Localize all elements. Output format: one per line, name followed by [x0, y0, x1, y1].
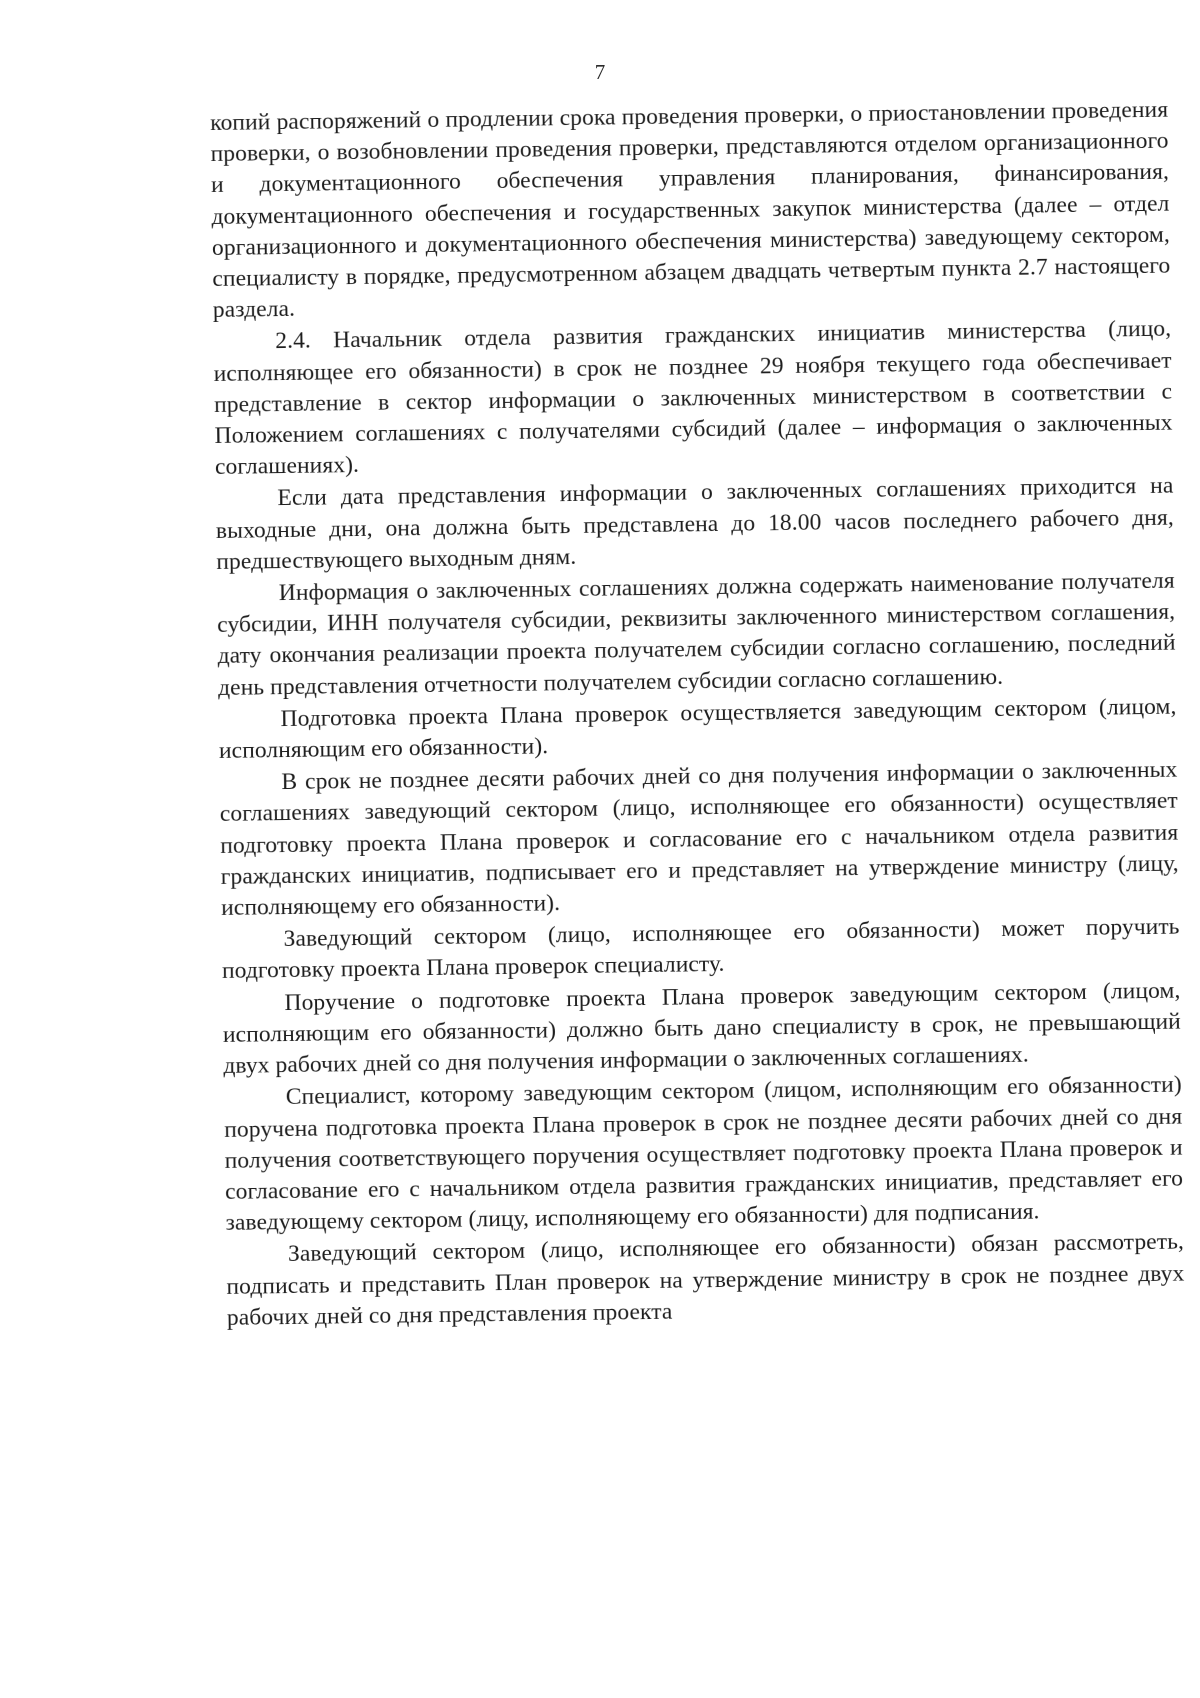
paragraph-specialist-duties: Специалист, которому заведующим сектором (лицом, исполняющим его обязанности) поручена подготовка проекта Плана проверок в срок не позднее десяти рабочих дней со дня получения соответствующего поручения осуществляет подготовку проекта Плана проверок и согласование его с начальником отдела развития гражданских инициатив, представляет его заведующему сектором (лицу, исполняющему его обязанности) для подписания.	[224, 1071, 1184, 1236]
paragraph-approval-submission: Заведующий сектором (лицо, исполняющее его обязанности) обязан рассмотреть, подписать и представить План проверок на утверждение министру в срок не позднее двух рабочих дней со дня представления проекта	[226, 1228, 1185, 1331]
paragraph-delegation: Заведующий сектором (лицо, исполняющее его обязанности) может поручить подготовку проекта Плана проверок специалисту.	[221, 913, 1180, 985]
document-body	[210, 95, 1185, 1334]
paragraph-2-4: 2.4. Начальник отдела развития гражданских инициатив министерства (лицо, исполняющее его обязанности) в срок не позднее 29 ноября текущего года обеспечивает представление в сектор информации о заключенных министерством в соответствии с Положением соглашениях с получателями субсидий (далее – информация о заключенных соглашениях).	[213, 316, 1173, 481]
page-number: 7	[594, 60, 606, 84]
paragraph-delegation-term: Поручение о подготовке проекта Плана проверок заведующим сектором (лицом, исполняющим его обязанности) должно быть дано специалисту в срок, не превышающий двух рабочих дней со дня получения информации о заключенных соглашениях.	[222, 977, 1182, 1079]
paragraph-ten-day-term: В срок не позднее десяти рабочих дней со дня получения информации о заключенных соглашениях заведующий сектором (лицо, исполняющее его обязанности) осуществляет подготовку проекта Плана проверок и согласование его с начальником отдела развития гражданских инициатив, подписывает его и представляет на утверждение министру (лицу, исполняющему его обязанности).	[219, 756, 1179, 921]
paragraph-plan-preparation: Подготовка проекта Плана проверок осуществляется заведующим сектором (лицом, исполняющим его обязанности).	[218, 693, 1177, 764]
paragraph-agreement-info-contents: Информация о заключенных соглашениях должна содержать наименование получателя субсидии, ИНН получателя субсидии, реквизиты заключенного министерством соглашения, дату окончания реализации проекта получателем субсидии согласно соглашению, последний день представления отчетности получателем субсидии согласно соглашению.	[217, 567, 1176, 701]
paragraph-continuation: копий распоряжений о продлении срока проведения проверки, о приостановлении проведения проверки, о возобновлении проведения проверки, представляются отделом организационного и документационного обеспечения управления планирования, финансирования, документационного обеспечения и государственных закупок министерства (далее – отдел организационного и документационного обеспечения министерства) заведующему сектором, специалисту в порядке, предусмотренном абзацем двадцать четвертым пункта 2.7 настоящего раздела.	[210, 96, 1171, 324]
paragraph-weekend-deadline: Если дата представления информации о заключенных соглашениях приходится на выходные дни, она должна быть представлена до 18.00 часов последнего рабочего дня, предшествующего выходным дням.	[215, 473, 1174, 575]
